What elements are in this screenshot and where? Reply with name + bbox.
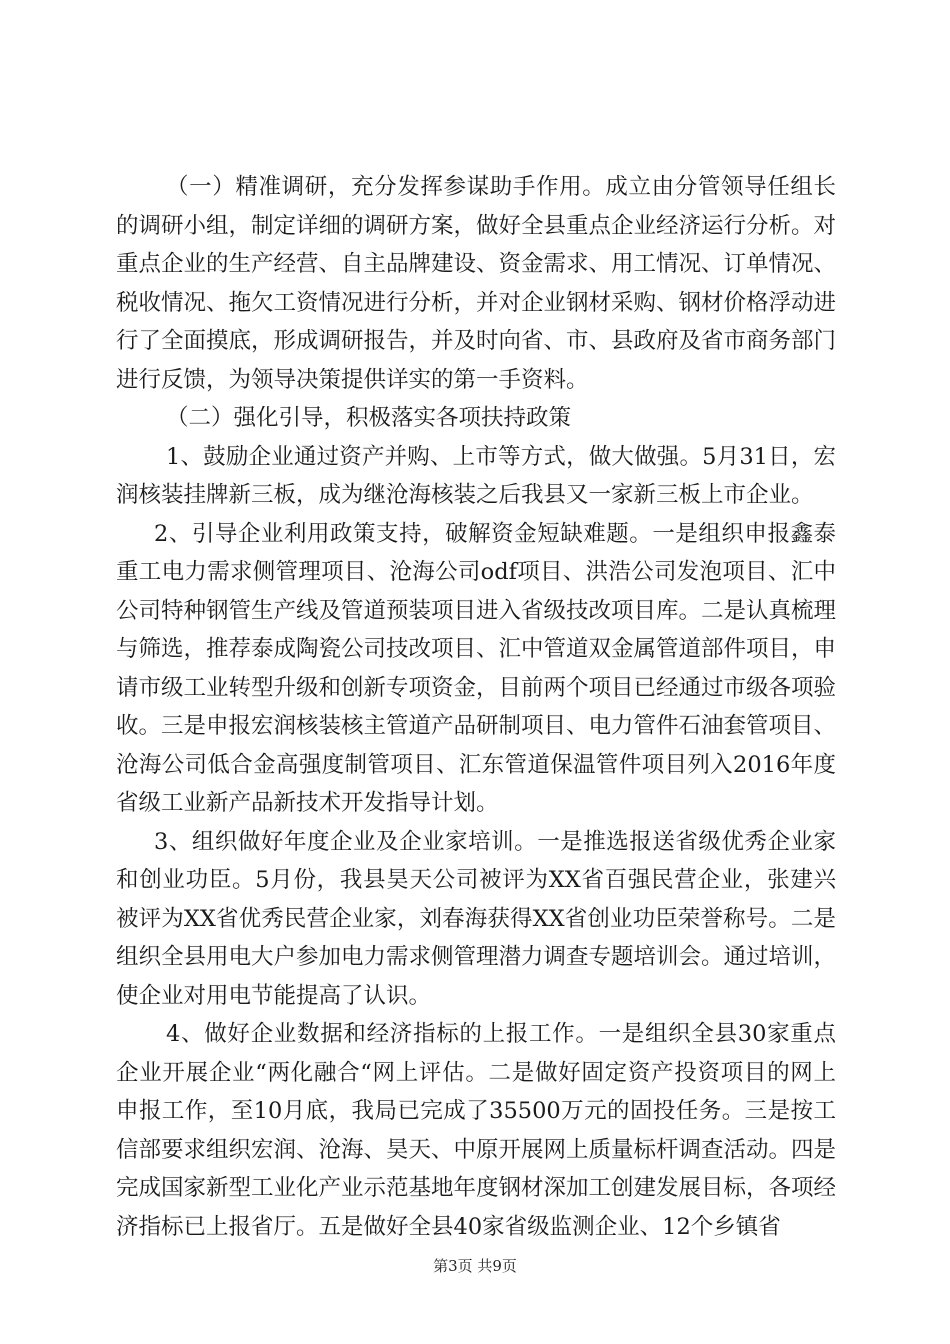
paragraph-item-1: 1、鼓励企业通过资产并购、上市等方式，做大做强。5月31日，宏润核装挂牌新三板，成为继沧海核装之后我县又一家新三板上市企业。 <box>116 443 836 508</box>
page-number: 第3页 共9页 <box>433 1257 517 1275</box>
paragraph-precise-research: （一）精准调研，充分发挥参谋助手作用。成立由分管领导任组长的调研小组，制定详细的调研方案，做好全县重点企业经济运行分析。对重点企业的生产经营、自主品牌建设、资金需求、用工情况、订单情况、税收情况、拖欠工资情况进行分析，并对企业钢材采购、钢材价格浮动进行了全面摸底，形成调研报告，并及时向省、市、县政府及省市商务部门进行反馈，为领导决策提供详实的第一手资料。 <box>116 174 837 393</box>
paragraph-item-4: 4、做好企业数据和经济指标的上报工作。一是组织全县30家重点企业开展企业“两化融合“网上评估。二是做好固定资产投资项目的网上申报工作，至10月底，我局已完成了35500万元的固投任务。三是按工信部要求组织宏润、沧海、昊天、中原开展网上质量标杆调查活动。四是完成国家新型工业化产业示范基地年度钢材深加工创建发展目标，各项经济指标已上报省厅。五是做好全县40家省级监测企业、12个乡镇省 <box>116 1021 837 1240</box>
page-footer <box>0 1255 950 1276</box>
section-heading-guidance: （二）强化引导，积极落实各项扶持政策 <box>166 405 572 431</box>
paragraph-item-2: 2、引导企业利用政策支持，破解资金短缺难题。一是组织申报鑫泰重工电力需求侧管理项目、沧海公司odf项目、洪浩公司发泡项目、汇中公司特种钢管生产线及管道预装项目进入省级技改项目库。二是认真梳理与筛选，推荐泰成陶瓷公司技改项目、汇中管道双金属管道部件项目，申请市级工业转型升级和创新专项资金，目前两个项目已经通过市级各项验收。三是申报宏润核装核主管道产品研制项目、电力管件石油套管项目、沧海公司低合金高强度制管项目、汇东管道保温管件项目列入2016年度省级工业新产品新技术开发指导计划。 <box>116 520 837 816</box>
paragraph-item-3: 3、组织做好年度企业及企业家培训。一是推选报送省级优秀企业家和创业功臣。5月份，我县昊天公司被评为XX省百强民营企业，张建兴被评为XX省优秀民营企业家，刘春海获得XX省创业功臣荣誉称号。二是组织全县用电大户参加电力需求侧管理潜力调查专题培训会。通过培训，使企业对用电节能提高了认识。 <box>116 828 837 1009</box>
document-body <box>116 168 836 1246</box>
